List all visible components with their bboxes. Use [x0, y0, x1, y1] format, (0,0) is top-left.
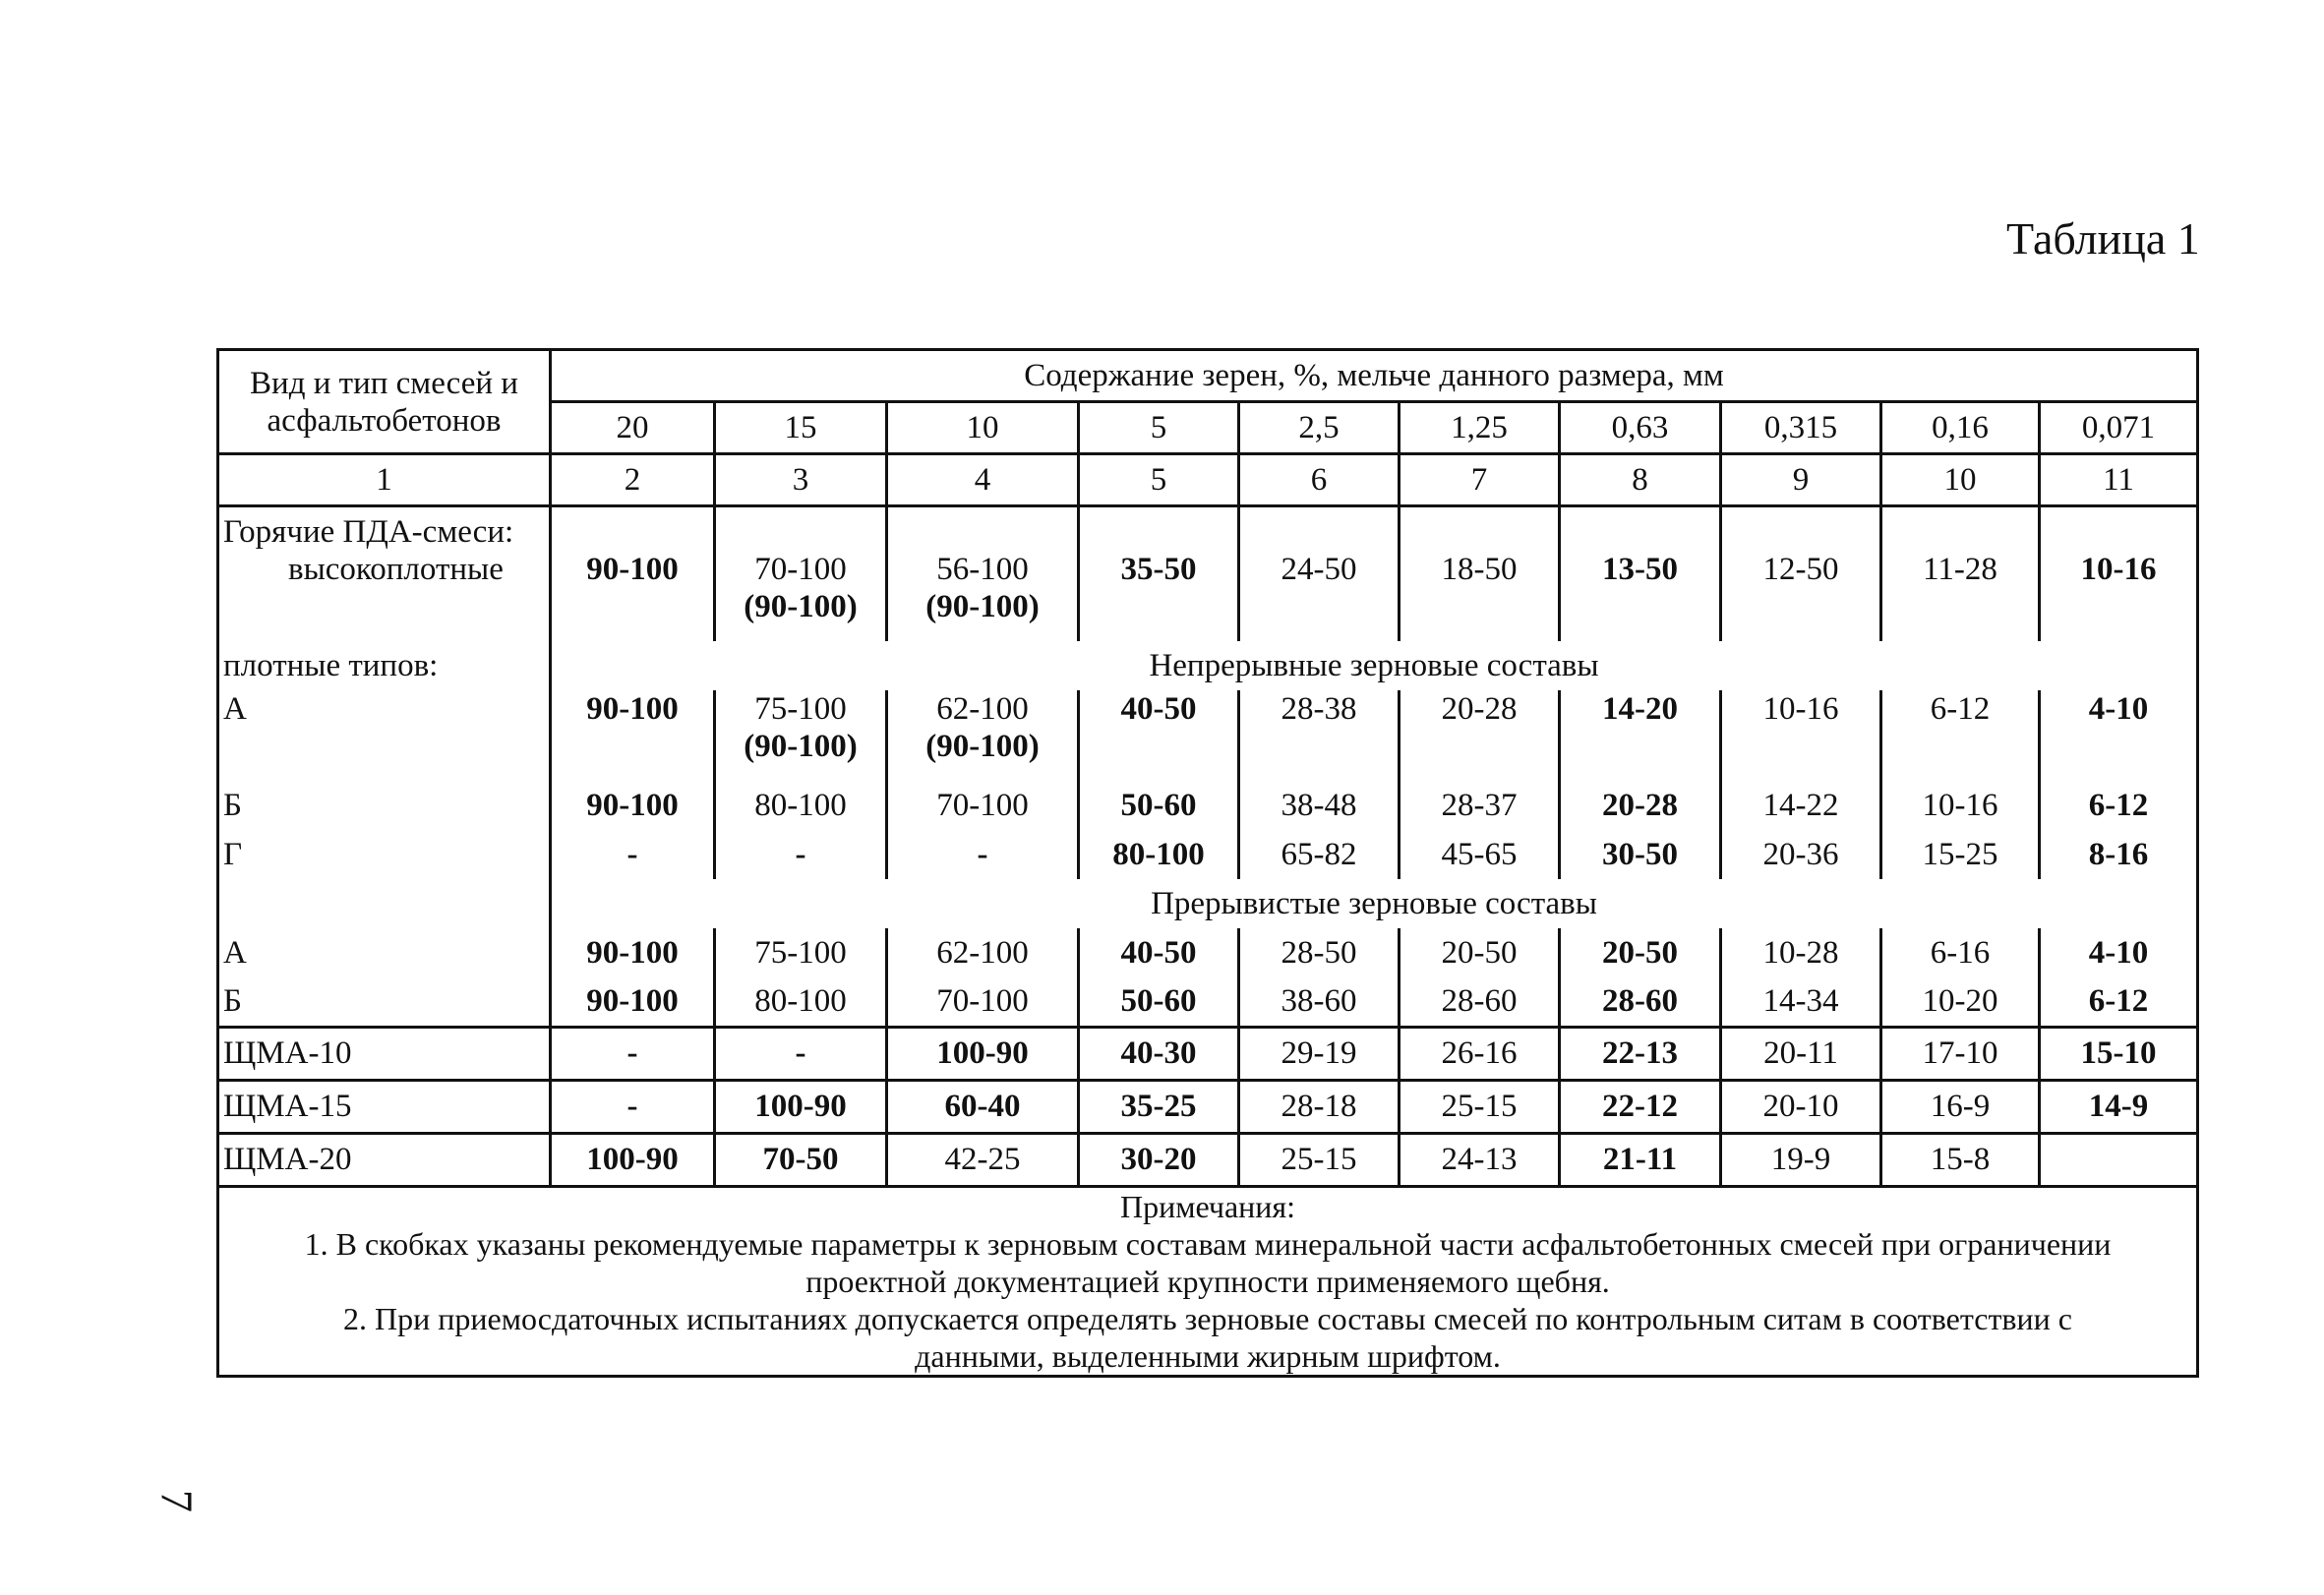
- cell-value: 62-100: [936, 691, 1029, 727]
- table-cell: -: [551, 1027, 715, 1080]
- table-cell: 12-50: [1721, 551, 1881, 641]
- table-cell: 38-48: [1239, 781, 1400, 830]
- table-cell: 35-50: [1079, 551, 1239, 641]
- size-header: 10: [887, 402, 1079, 454]
- cell-value: 75-100: [754, 691, 847, 727]
- table-cell: [887, 690, 1079, 781]
- table-cell: 11-28: [1881, 551, 2040, 641]
- cell-subvalue: (90-100): [925, 729, 1040, 764]
- table-cell: 15-10: [2040, 1027, 2198, 1080]
- table-cell: 65-82: [1239, 830, 1400, 879]
- grain-composition-table: [216, 348, 2199, 1378]
- table-cell: 90-100: [551, 781, 715, 830]
- table-cell: 28-38: [1239, 690, 1400, 781]
- table-cell: 22-13: [1560, 1027, 1721, 1080]
- table-cell: 6-12: [2040, 977, 2198, 1027]
- header-row-1: [218, 350, 2198, 402]
- table-cell: 4-10: [2040, 928, 2198, 977]
- table-cell: 10-16: [2040, 551, 2198, 641]
- table-cell: 90-100: [551, 977, 715, 1027]
- size-header: 1,25: [1400, 402, 1560, 454]
- table-cell: 80-100: [1079, 830, 1239, 879]
- note-line: 1. В скобках указаны рекомендуемые параметры к зерновым составам минеральной части асфальтобетонных смесей при ограничении: [304, 1225, 2112, 1262]
- table-cell: 90-100: [551, 928, 715, 977]
- table-row: [218, 551, 2198, 641]
- header-mix-type: Вид и тип смесей и асфальтобетонов: [218, 350, 551, 454]
- table-cell: 25-15: [1239, 1133, 1400, 1186]
- size-header: 0,63: [1560, 402, 1721, 454]
- table-cell: 40-30: [1079, 1027, 1239, 1080]
- notes-cell: [218, 1186, 2198, 1376]
- column-number: 10: [1881, 454, 2040, 506]
- table-cell: 28-37: [1400, 781, 1560, 830]
- table-cell: [2040, 1133, 2198, 1186]
- size-header: 15: [715, 402, 887, 454]
- table-cell: 29-19: [1239, 1027, 1400, 1080]
- column-number: 7: [1400, 454, 1560, 506]
- discontinuous-section-label: Прерывистые зерновые составы: [551, 879, 2198, 928]
- notes-title: Примечания:: [1119, 1188, 1296, 1224]
- table-cell: 21-11: [1560, 1133, 1721, 1186]
- table-row: [218, 1133, 2198, 1186]
- table-cell: 28-18: [1239, 1080, 1400, 1133]
- table-cell: 10-28: [1721, 928, 1881, 977]
- table-cell: -: [551, 830, 715, 879]
- table-cell: 30-50: [1560, 830, 1721, 879]
- table-cell: [715, 690, 887, 781]
- table-cell: 30-20: [1079, 1133, 1239, 1186]
- table-cell: 40-50: [1079, 690, 1239, 781]
- table-cell: 42-25: [887, 1133, 1079, 1186]
- column-number: 6: [1239, 454, 1400, 506]
- column-number: 11: [2040, 454, 2198, 506]
- table-cell: 40-50: [1079, 928, 1239, 977]
- column-number: 8: [1560, 454, 1721, 506]
- dense-types-label: плотные типов:: [218, 641, 551, 690]
- table-cell: 24-13: [1400, 1133, 1560, 1186]
- size-header: 0,16: [1881, 402, 2040, 454]
- table-cell: -: [887, 830, 1079, 879]
- table-cell: 70-100: [887, 977, 1079, 1027]
- table-cell: 10-16: [1881, 781, 2040, 830]
- row-label: А: [218, 928, 551, 977]
- table-cell: 6-12: [2040, 781, 2198, 830]
- table-cell: 10-16: [1721, 690, 1881, 781]
- continuous-section-label: Непрерывные зерновые составы: [551, 641, 2198, 690]
- table-cell: 80-100: [715, 781, 887, 830]
- table-cell: 28-60: [1560, 977, 1721, 1027]
- table-cell: 50-60: [1079, 977, 1239, 1027]
- table-row: [218, 977, 2198, 1027]
- notes-row: [218, 1186, 2198, 1376]
- note-line: 2. При приемосдаточных испытаниях допускается определять зерновые составы смесей по контрольным ситам в соответствии с: [343, 1300, 2072, 1336]
- table-cell: -: [715, 1027, 887, 1080]
- table-cell: [715, 551, 887, 641]
- table-row: [218, 830, 2198, 879]
- table-cell: 28-60: [1400, 977, 1560, 1027]
- size-header: 5: [1079, 402, 1239, 454]
- row-label: Б: [218, 977, 551, 1027]
- table-cell: 14-34: [1721, 977, 1881, 1027]
- table-cell: 20-28: [1400, 690, 1560, 781]
- size-header: 2,5: [1239, 402, 1400, 454]
- table-cell: 22-12: [1560, 1080, 1721, 1133]
- row-label: А: [218, 690, 551, 781]
- table-cell: [887, 551, 1079, 641]
- table-cell: 60-40: [887, 1080, 1079, 1133]
- hot-mixes-label: Горячие ПДА-смеси:: [218, 506, 551, 552]
- table-cell: 45-65: [1400, 830, 1560, 879]
- column-number: 9: [1721, 454, 1881, 506]
- hot-mixes-heading-row: [218, 506, 2198, 552]
- table-cell: 6-16: [1881, 928, 2040, 977]
- table-cell: 14-20: [1560, 690, 1721, 781]
- row-label: ЩМА-15: [218, 1080, 551, 1133]
- table-cell: 75-100: [715, 928, 887, 977]
- cell-value: 70-100: [754, 552, 847, 587]
- table-cell: 13-50: [1560, 551, 1721, 641]
- table-cell: 20-11: [1721, 1027, 1881, 1080]
- cell-subvalue: (90-100): [744, 589, 858, 624]
- table-cell: 4-10: [2040, 690, 2198, 781]
- table-cell: 10-20: [1881, 977, 2040, 1027]
- cell-value: 56-100: [936, 552, 1029, 587]
- table-cell: -: [715, 830, 887, 879]
- table-row: [218, 781, 2198, 830]
- table-row: [218, 690, 2198, 781]
- table-cell: 20-50: [1400, 928, 1560, 977]
- table-row: [218, 1080, 2198, 1133]
- page-number: 7: [151, 1490, 203, 1512]
- table-cell: -: [551, 1080, 715, 1133]
- table-cell: 70-50: [715, 1133, 887, 1186]
- table-cell: 20-28: [1560, 781, 1721, 830]
- table-cell: 62-100: [887, 928, 1079, 977]
- table-cell: 90-100: [551, 690, 715, 781]
- table-row: [218, 928, 2198, 977]
- column-number: 1: [218, 454, 551, 506]
- row-label: ЩМА-10: [218, 1027, 551, 1080]
- column-numbers-row: [218, 454, 2198, 506]
- column-number: 4: [887, 454, 1079, 506]
- table-cell: 20-36: [1721, 830, 1881, 879]
- column-number: 5: [1079, 454, 1239, 506]
- column-number: 2: [551, 454, 715, 506]
- table-cell: 17-10: [1881, 1027, 2040, 1080]
- continuous-section-row: [218, 641, 2198, 690]
- table-cell: 14-22: [1721, 781, 1881, 830]
- row-label: высокоплотные: [218, 551, 551, 641]
- table-cell: 100-90: [551, 1133, 715, 1186]
- table-cell: 35-25: [1079, 1080, 1239, 1133]
- table-cell: 18-50: [1400, 551, 1560, 641]
- cell-subvalue: (90-100): [925, 589, 1040, 624]
- size-header: 0,071: [2040, 402, 2198, 454]
- table-cell: 50-60: [1079, 781, 1239, 830]
- table-cell: 70-100: [887, 781, 1079, 830]
- discontinuous-section-row: [218, 879, 2198, 928]
- table-cell: 15-8: [1881, 1133, 2040, 1186]
- table-cell: 19-9: [1721, 1133, 1881, 1186]
- table-cell: 25-15: [1400, 1080, 1560, 1133]
- table-cell: 100-90: [887, 1027, 1079, 1080]
- row-label: Б: [218, 781, 551, 830]
- column-number: 3: [715, 454, 887, 506]
- table-title: Таблица 1: [2006, 213, 2200, 264]
- table-cell: 6-12: [1881, 690, 2040, 781]
- size-header: 20: [551, 402, 715, 454]
- table-cell: 24-50: [1239, 551, 1400, 641]
- table-cell: 26-16: [1400, 1027, 1560, 1080]
- note-line: данными, выделенными жирным шрифтом.: [915, 1337, 1501, 1374]
- table-cell: 15-25: [1881, 830, 2040, 879]
- table-cell: 16-9: [1881, 1080, 2040, 1133]
- table-cell: 80-100: [715, 977, 887, 1027]
- table-cell: 100-90: [715, 1080, 887, 1133]
- table-cell: 20-10: [1721, 1080, 1881, 1133]
- table-cell: 14-9: [2040, 1080, 2198, 1133]
- table-cell: 20-50: [1560, 928, 1721, 977]
- row-label: ЩМА-20: [218, 1133, 551, 1186]
- table-cell: 90-100: [551, 551, 715, 641]
- row-label: Г: [218, 830, 551, 879]
- table-row: [218, 1027, 2198, 1080]
- header-group-title: Содержание зерен, %, мельче данного размера, мм: [551, 350, 2198, 402]
- table-cell: 8-16: [2040, 830, 2198, 879]
- note-line: проектной документацией крупности применяемого щебня.: [805, 1263, 1610, 1299]
- cell-subvalue: (90-100): [744, 729, 858, 764]
- table-cell: 28-50: [1239, 928, 1400, 977]
- size-header: 0,315: [1721, 402, 1881, 454]
- table-cell: 38-60: [1239, 977, 1400, 1027]
